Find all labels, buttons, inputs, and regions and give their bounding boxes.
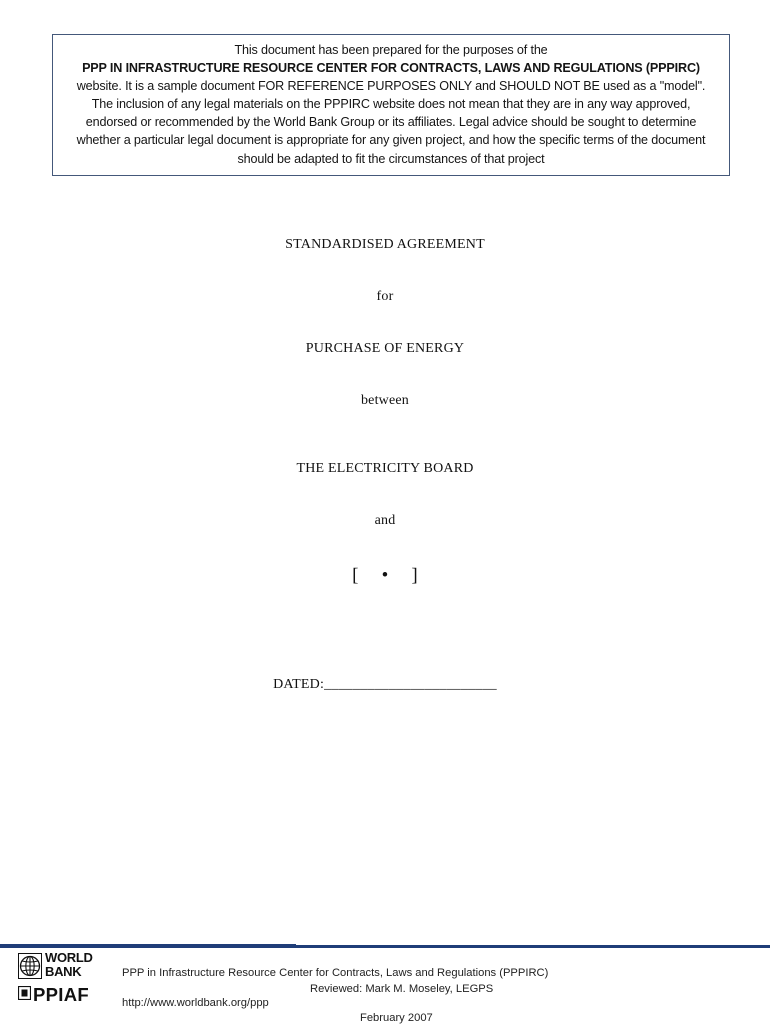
disclaimer-line: endorsed or recommended by the World Bank Group or its affiliates. Legal advice should be sought to determine [85, 115, 697, 130]
disclaimer-line: should be adapted to fit the circumstances of that project [237, 151, 545, 166]
ppiaf-logo [18, 984, 89, 1005]
disclaimer-line: The inclusion of any legal materials on the PPPIRC website does not mean that they are in any way approved, [91, 97, 691, 112]
for-label: for [376, 289, 394, 304]
disclaimer-line-bold: PPP IN INFRASTRUCTURE RESOURCE CENTER FOR CONTRACTS, LAWS AND REGULATIONS (PPPIRC) [82, 61, 700, 76]
footer-reviewed: Reviewed: Mark M. Moseley, LEGPS [310, 983, 494, 995]
ppiaf-mark-icon [18, 986, 31, 1000]
disclaimer-box [52, 34, 730, 176]
footer-center-line: PPP in Infrastructure Resource Center for Contracts, Laws and Regulations (PPPIRC) [122, 967, 549, 979]
between-label: between [360, 393, 410, 408]
agreement-title: STANDARDISED AGREEMENT [285, 237, 485, 252]
globe-icon [18, 953, 42, 979]
ppiaf-wordmark: PPIAF [33, 984, 89, 1005]
agreement-subject: PURCHASE OF ENERGY [305, 341, 465, 356]
footer-url[interactable]: http://www.worldbank.org/ppp [122, 997, 269, 1009]
dated-line: DATED:________________________ [273, 677, 497, 692]
disclaimer-line: website. It is a sample document FOR REFERENCE PURPOSES ONLY and SHOULD NOT BE used as a "model". [76, 79, 706, 94]
footer-date: February 2007 [360, 1012, 433, 1024]
disclaimer-line: whether a particular legal document is appropriate for any given project, and how the specific terms of the document [76, 133, 706, 148]
disclaimer-line: This document has been prepared for the purposes of the [234, 43, 548, 57]
party-one: THE ELECTRICITY BOARD [296, 461, 474, 476]
and-label: and [374, 513, 396, 528]
world-bank-wordmark: WORLD BANK [45, 950, 93, 979]
party-two-placeholder: [ • ] [352, 565, 418, 586]
world-bank-logo [18, 950, 93, 984]
footer-rule [0, 945, 770, 948]
